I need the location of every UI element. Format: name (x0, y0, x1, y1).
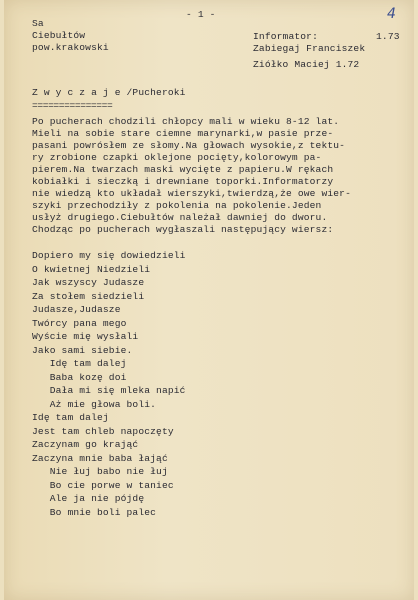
poem-line: Nie łuj babo nie łuj (32, 466, 168, 477)
poem-line: Ale ja nie pójdę (32, 493, 145, 504)
informant-year-1: 1.73 (376, 31, 400, 42)
paragraph-line: pierem.Na twarzach maski wycięte z papieru.W rękach (32, 164, 334, 175)
poem-line: Idę tam dalej (32, 358, 127, 369)
page-number: - 1 - (186, 9, 216, 20)
paragraph-line: Po pucherach chodzili chłopcy mali w wieku 8-12 lat. (32, 116, 340, 127)
paragraph-line: ry zrobione czapki oklejone pocięty,kolorowym pa- (32, 152, 322, 163)
poem-line: Twórcy pana mego (32, 317, 127, 329)
poem-line: Aż mie głowa boli. (32, 398, 157, 410)
paragraph-line: Chodząc po pucherach wygłaszali następujący wiersz: (32, 224, 334, 235)
poem-line: Jako sami siebie. (32, 344, 133, 356)
poem-line: Judasze,Judasze (32, 304, 121, 315)
poem-line: Jak wszyscy Judasze (32, 277, 145, 288)
title-underline: =============== (32, 100, 113, 111)
header-district: pow.krakowski (32, 42, 109, 53)
poem-line: Dopiero my się dowiedzieli (32, 250, 186, 261)
poem-line: Zaczyna mnie baba łająć (32, 452, 168, 464)
poem-line: Idę tam dalej (32, 412, 109, 423)
poem-line: Baba kozę doi (32, 371, 127, 383)
paragraph-line: usłyż drugiego.Ciebułtów należał dawniej do dworu. (32, 212, 328, 223)
handwritten-page-number: 4 (387, 6, 396, 22)
paragraph-line: kobiałki i sieczką i drewniane toporki.Informatorzy (32, 176, 334, 187)
poem-line: Zaczynam go krająć (32, 439, 139, 450)
informant-label: Informator: (253, 31, 318, 42)
poem-line: Za stołem siedzieli (32, 290, 145, 302)
poem-line: Jest tam chleb napoczęty (32, 425, 174, 437)
header-sa: Sa (32, 18, 44, 29)
paragraph-line: pasani powrósłem ze słomy.Na głowach wysokie,z tektu- (32, 140, 346, 151)
section-title: Z w y c z a j e /Pucheroki (32, 87, 186, 98)
paragraph-line: Mieli na sobie stare ciemne marynarki,w pasie prze- (32, 128, 334, 139)
paragraph-line: szyki przechodziły z pokolenia na pokolenie.Jeden (32, 200, 322, 211)
poem-line: Wyście mię wysłali (32, 331, 139, 342)
poem-line: Bo mnie boli palec (32, 506, 157, 518)
informant-name-1: Zabiegaj Franciszek (253, 43, 366, 54)
informant-name-2: Ziółko Maciej 1.72 (253, 59, 360, 70)
poem-line: Bo cie porwe w taniec (32, 479, 174, 491)
poem-line: Dała mi się mleka napić (32, 385, 186, 396)
poem-line: O kwietnej Niedzieli (32, 263, 151, 275)
header-village: Ciebułtów (32, 30, 86, 41)
paragraph-line: nie wiedzą kto układał wierszyki,twierdzą,że owe wier- (32, 188, 351, 199)
